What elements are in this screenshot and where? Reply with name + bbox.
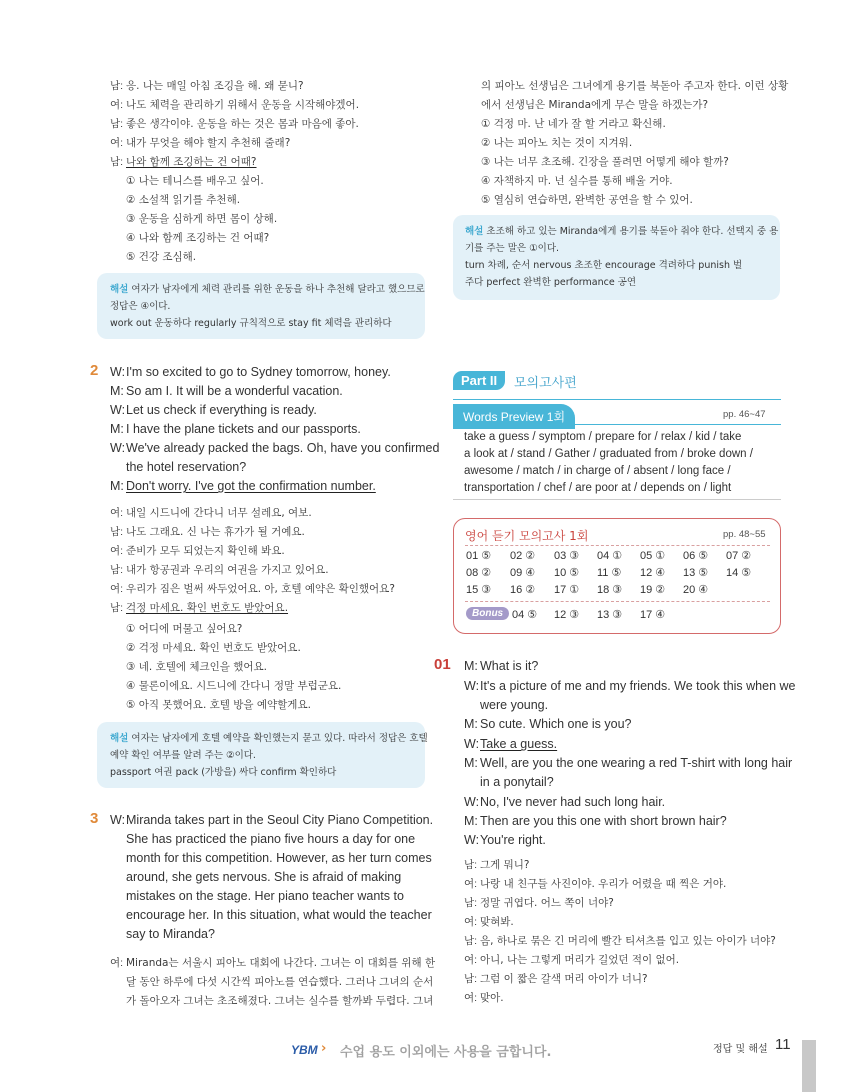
- dialogue-line: She has practiced the piano five hours a day for one: [126, 832, 416, 846]
- words-preview-bar: Words Preview 1회: [453, 404, 575, 429]
- dialogue-line: M: So cute. Which one is you?: [464, 717, 632, 731]
- vocab-line: 주다 perfect 완벽한 performance 공연: [465, 277, 637, 288]
- dialogue-line: 남: 정말 귀엽다. 어느 쪽이 너야?: [464, 897, 614, 909]
- answer: 08 ②: [466, 567, 492, 579]
- words-line: transportation / chef / are poor at / depends on / light: [464, 482, 732, 494]
- answer: 12 ④: [640, 567, 666, 579]
- answer-key-title: 영어 듣기 모의고사 1회: [465, 529, 589, 543]
- option: ① 걱정 마. 난 네가 잘 할 거라고 확신해.: [481, 118, 666, 130]
- dialogue-line: the hotel reservation?: [126, 460, 247, 474]
- dialogue-line: M: What is it?: [464, 659, 539, 673]
- words-line: awesome / match / in charge of / absent / long face /: [464, 465, 731, 477]
- option: ② 나는 피아노 치는 것이 지겨워.: [481, 137, 633, 149]
- vocab-line: turn 차례, 순서 nervous 초조한 encourage 격려하다 punish 벌: [465, 260, 743, 271]
- answer: 01 ⑤: [466, 550, 492, 562]
- dialogue-line: 여: 아니, 나는 그렇게 머리가 길었던 적이 없어.: [464, 954, 680, 966]
- chevron-right-icon: ›: [321, 1041, 327, 1056]
- option: ② 소설책 읽기를 추천해.: [126, 194, 241, 206]
- option: ③ 네. 호텔에 체크인을 했어요.: [126, 661, 268, 673]
- answer: 16 ②: [510, 584, 536, 596]
- dialogue-line: 의 피아노 선생님은 그녀에게 용기를 북돋아 주고자 한다. 이런 상황: [481, 80, 789, 92]
- explanation-line: 해설 초조해 하고 있는 Miranda에게 용기를 북돋아 줘야 한다. 선택지 중 용: [465, 226, 779, 237]
- option: ⑤ 건강 조심해.: [126, 251, 197, 263]
- section-label: 정답 및 해설: [713, 1044, 768, 1055]
- dialogue-line: 에서 선생님은 Miranda에게 무슨 말을 하겠는가?: [481, 99, 709, 111]
- bonus-badge: Bonus: [466, 607, 509, 620]
- explanation-line: 해설 여자가 남자에게 체력 관리를 위한 운동을 하나 추천해 달라고 했으므로: [110, 284, 425, 295]
- dialogue-line: 남: 내가 항공권과 우리의 여권을 가지고 있어요.: [110, 564, 329, 576]
- answer: 19 ②: [640, 584, 666, 596]
- part-title: 모의고사편: [514, 376, 577, 391]
- dialogue-line: W:Take a guess.: [464, 737, 558, 751]
- dialogue-line: 남: 좋은 생각이야. 운동을 하는 것은 몸과 마음에 좋아.: [110, 118, 359, 130]
- question-number: 01: [434, 656, 451, 673]
- dialogue-line: 여: 내일 시드니에 간다니 너무 설레요, 여보.: [110, 507, 312, 519]
- dialogue-line: M: Then are you this one with short brown hair?: [464, 814, 727, 828]
- dialogue-line: W:Miranda takes part in the Seoul City Piano Competition.: [110, 813, 434, 827]
- dialogue-line: 남: 응. 나는 매일 아침 조깅을 해. 왜 묻니?: [110, 80, 304, 92]
- ybm-logo: YBM: [291, 1043, 318, 1057]
- answer: 17 ①: [554, 584, 580, 596]
- dialogue-line: 여: 맞아.: [464, 992, 504, 1004]
- dialogue-line: M: I have the plane tickets and our passports.: [110, 422, 361, 436]
- dialogue-line: month for this competition. However, as her turn comes: [126, 851, 432, 865]
- option: ③ 나는 너무 초조해. 긴장을 풀려면 어떻게 해야 할까?: [481, 156, 729, 168]
- dialogue-line: 남: 나와 함께 조깅하는 건 어때?: [110, 156, 257, 168]
- answer: 04 ⑤: [512, 609, 538, 621]
- option: ④ 자책하지 마. 넌 실수를 통해 배울 거야.: [481, 175, 673, 187]
- dialogue-line: were young.: [480, 698, 549, 712]
- answer: 04 ①: [597, 550, 623, 562]
- dialogue-line: 여: Miranda는 서울시 피아노 대회에 나간다. 그녀는 이 대회를 위해 한: [110, 957, 436, 969]
- answer: 09 ④: [510, 567, 536, 579]
- question-number: 2: [90, 362, 99, 379]
- dialogue-line: encourage her. In this situation, what would the teacher: [126, 908, 432, 922]
- dialogue-line: 여: 준비가 모두 되었는지 확인해 봐요.: [110, 545, 285, 557]
- dialogue-line: 여: 맞혀봐.: [464, 916, 514, 928]
- answer: 20 ④: [683, 584, 709, 596]
- answer: 17 ④: [640, 609, 666, 621]
- dialogue-line: M: Don't worry. I've got the confirmation number.: [110, 479, 376, 493]
- answer: 13 ⑤: [683, 567, 709, 579]
- answer-divider: [465, 601, 770, 603]
- dialogue-line: 여: 나랑 내 친구들 사진이야. 우리가 어렸을 때 찍은 거야.: [464, 878, 727, 890]
- option: ⑤ 열심히 연습하면, 완벽한 공연을 할 수 있어.: [481, 194, 693, 206]
- question-number: 3: [90, 810, 99, 827]
- answer: 02 ②: [510, 550, 536, 562]
- dialogue-line: in a ponytail?: [480, 775, 554, 789]
- dialogue-line: W:You're right.: [464, 833, 546, 847]
- option: ① 나는 테니스를 배우고 싶어.: [126, 175, 264, 187]
- dialogue-line: M: So am I. It will be a wonderful vacation.: [110, 384, 343, 398]
- copyright-notice: 수업 용도 이외에는 사용을 금합니다.: [340, 1045, 552, 1060]
- dialogue-line: W:It's a picture of me and my friends. We took this when we: [464, 679, 796, 693]
- dialogue-line: 남: 그럼 이 짧은 갈색 머리 아이가 너니?: [464, 973, 648, 985]
- answer: 13 ③: [597, 609, 623, 621]
- option: ② 걱정 마세요. 확인 번호도 받았어요.: [126, 642, 301, 654]
- dialogue-line: 남: 걱정 마세요. 확인 번호도 받았어요.: [110, 602, 289, 614]
- answer: 05 ①: [640, 550, 666, 562]
- option: ④ 물론이에요. 시드니에 간다니 정말 부럽군요.: [126, 680, 342, 692]
- dialogue-line: 여: 나도 체력을 관리하기 위해서 운동을 시작해야겠어.: [110, 99, 360, 111]
- words-line: take a guess / symptom / prepare for / relax / kid / take: [464, 431, 742, 443]
- option: ③ 운동을 심하게 하면 몸이 상해.: [126, 213, 278, 225]
- answer: 03 ③: [554, 550, 580, 562]
- dialogue-line: around, she gets nervous. She is afraid of making: [126, 870, 402, 884]
- answer: 14 ⑤: [726, 567, 752, 579]
- explanation-line: 정답은 ④이다.: [110, 301, 171, 312]
- dialogue-line: W:No, I've never had such long hair.: [464, 795, 666, 809]
- dialogue-line: W:Let us check if everything is ready.: [110, 403, 317, 417]
- dialogue-line: mistakes on the stage. Her piano teacher wants to: [126, 889, 404, 903]
- page-number: 11: [775, 1036, 791, 1053]
- dialogue-line: 여: 내가 무엇을 해야 할지 추천해 줄래?: [110, 137, 291, 149]
- answer: 15 ③: [466, 584, 492, 596]
- answer: 06 ⑤: [683, 550, 709, 562]
- dialogue-line: M: Well, are you the one wearing a red T-shirt with long hair: [464, 756, 793, 770]
- option: ④ 나와 함께 조깅하는 건 어때?: [126, 232, 270, 244]
- answer: 07 ②: [726, 550, 752, 562]
- section-divider: [453, 399, 781, 400]
- dialogue-line: 남: 그게 뭐니?: [464, 859, 530, 871]
- words-line: a look at / stand / Gather / graduated from / broke down /: [464, 448, 753, 460]
- dialogue-line: W:I'm so excited to go to Sydney tomorrow, honey.: [110, 365, 391, 379]
- page-edge-tab: [802, 1040, 816, 1092]
- dialogue-line: say to Miranda?: [126, 927, 215, 941]
- answer-divider: [465, 545, 770, 547]
- explanation-line: 해설 여자는 남자에게 호텔 예약을 확인했는지 묻고 있다. 따라서 정답은 호텔: [110, 733, 428, 744]
- dialogue-line: 여: 우리가 짐은 벌써 싸두었어요. 아, 호텔 예약은 확인했어요?: [110, 583, 395, 595]
- vocab-line: work out 운동하다 regularly 규칙적으로 stay fit 체력을 관리하다: [110, 318, 392, 329]
- answer: 12 ③: [554, 609, 580, 621]
- answer: 11 ⑤: [597, 567, 622, 579]
- page-ref: pp. 46~47: [723, 409, 766, 420]
- dialogue-line: W:We've already packed the bags. Oh, have you confirmed: [110, 441, 440, 455]
- explanation-line: 기를 주는 말은 ①이다.: [465, 243, 560, 254]
- vocab-line: passport 여권 pack (가방을) 싸다 confirm 확인하다: [110, 767, 337, 778]
- answer: 10 ⑤: [554, 567, 580, 579]
- page-ref: pp. 48~55: [723, 529, 766, 540]
- dialogue-line: 남: 나도 그래요. 신 나는 휴가가 될 거예요.: [110, 526, 305, 538]
- option: ⑤ 아직 못했어요. 호텔 방을 예약할게요.: [126, 699, 311, 711]
- option: ① 어디에 머물고 싶어요?: [126, 623, 243, 635]
- part-badge: Part II: [453, 371, 505, 390]
- dialogue-line: 가 돌아오자 그녀는 초조해졌다. 그녀는 실수를 할까봐 두렵다. 그녀: [126, 995, 434, 1007]
- explanation-line: 예약 확인 여부를 알려 주는 ②이다.: [110, 750, 256, 761]
- answer: 18 ③: [597, 584, 623, 596]
- dialogue-line: 달 동안 하루에 다섯 시간씩 피아노를 연습했다. 그러나 그녀의 순서: [126, 976, 434, 988]
- section-divider: [453, 424, 781, 425]
- section-divider: [453, 499, 781, 500]
- dialogue-line: 남: 음, 하나로 묶은 긴 머리에 빨간 티셔츠를 입고 있는 아이가 너야?: [464, 935, 776, 947]
